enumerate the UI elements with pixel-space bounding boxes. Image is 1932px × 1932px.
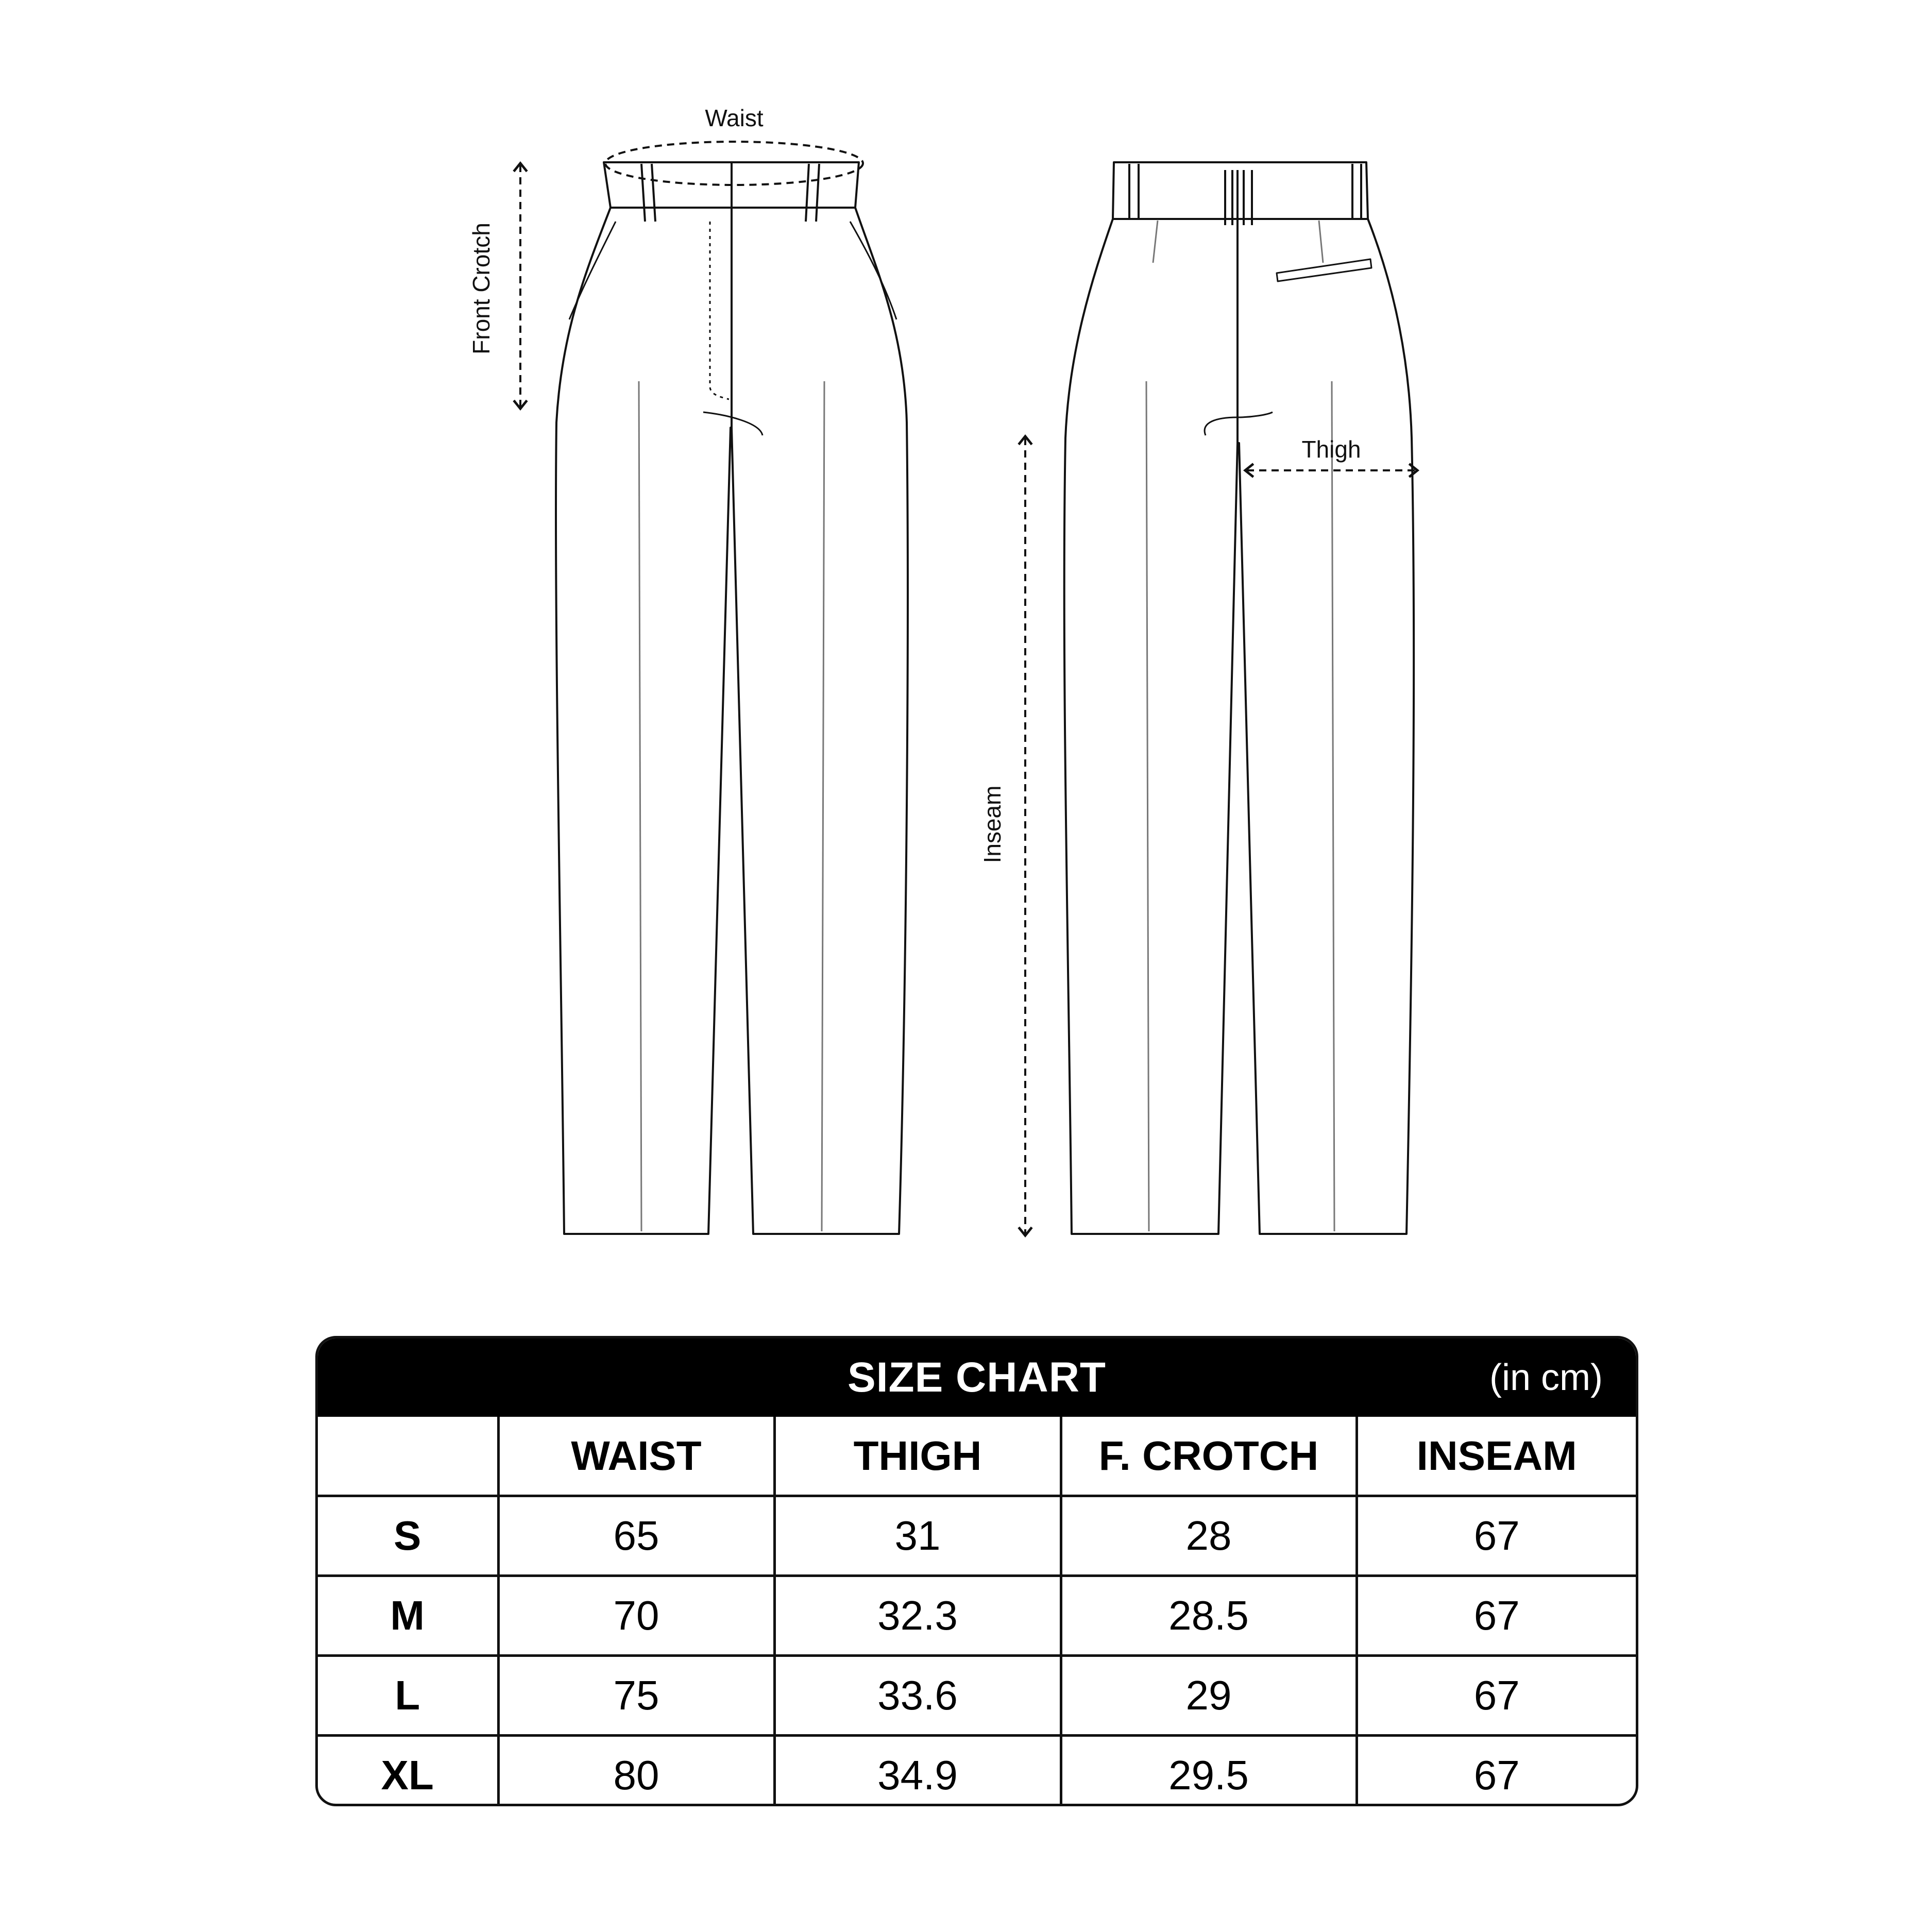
column-header-waist: WAIST [498,1417,774,1496]
front-crotch-label: Front Crotch [468,223,495,354]
table-row [318,1576,1636,1656]
waist-value: 70 [498,1576,774,1656]
waist-label: Waist [705,105,764,131]
inseam-measurement [979,438,1025,1234]
inseam-label: Inseam [979,785,1006,863]
size-chart [315,1336,1638,1806]
f-crotch-value: 28.5 [1061,1576,1357,1656]
waist-value: 65 [498,1496,774,1576]
waist-value: 75 [498,1656,774,1736]
table-row [318,1656,1636,1736]
column-header-f-crotch: F. CROTCH [1061,1417,1357,1496]
waist-measurement [605,105,863,185]
front-view-pants [556,162,908,1234]
size-label: XL [318,1736,498,1807]
thigh-value: 33.6 [774,1656,1061,1736]
inseam-value: 67 [1357,1496,1636,1576]
thigh-value: 34.9 [774,1736,1061,1807]
size-chart-unit: (in cm) [1489,1357,1603,1398]
size-label: L [318,1656,498,1736]
size-label: S [318,1496,498,1576]
front-fly [710,222,729,399]
front-right-pocket [850,222,896,319]
back-outline [1064,219,1414,1234]
f-crotch-value: 28 [1061,1496,1357,1576]
back-waistband [1113,162,1368,219]
front-crotch-measurement [468,165,520,407]
inseam-value: 67 [1357,1656,1636,1736]
thigh-value: 32.3 [774,1576,1061,1656]
size-label: M [318,1576,498,1656]
table-row [318,1736,1636,1807]
column-header-size [318,1417,498,1496]
inseam-value: 67 [1357,1576,1636,1656]
table-row [318,1496,1636,1576]
column-header-inseam: INSEAM [1357,1417,1636,1496]
table-header-row [318,1417,1636,1496]
front-left-pocket [569,222,616,319]
f-crotch-value: 29.5 [1061,1736,1357,1807]
back-view-pants [1064,162,1414,1234]
inseam-value: 67 [1473,1752,1520,1798]
f-crotch-value: 29 [1061,1656,1357,1736]
back-welt-pocket [1277,259,1371,281]
size-chart-header [318,1338,1636,1417]
waist-value: 80 [498,1736,774,1807]
column-header-thigh: THIGH [774,1417,1061,1496]
thigh-value: 31 [774,1496,1061,1576]
size-chart-table [318,1417,1636,1806]
size-chart-title: SIZE CHART [848,1354,1106,1401]
thigh-label: Thigh [1301,436,1361,463]
